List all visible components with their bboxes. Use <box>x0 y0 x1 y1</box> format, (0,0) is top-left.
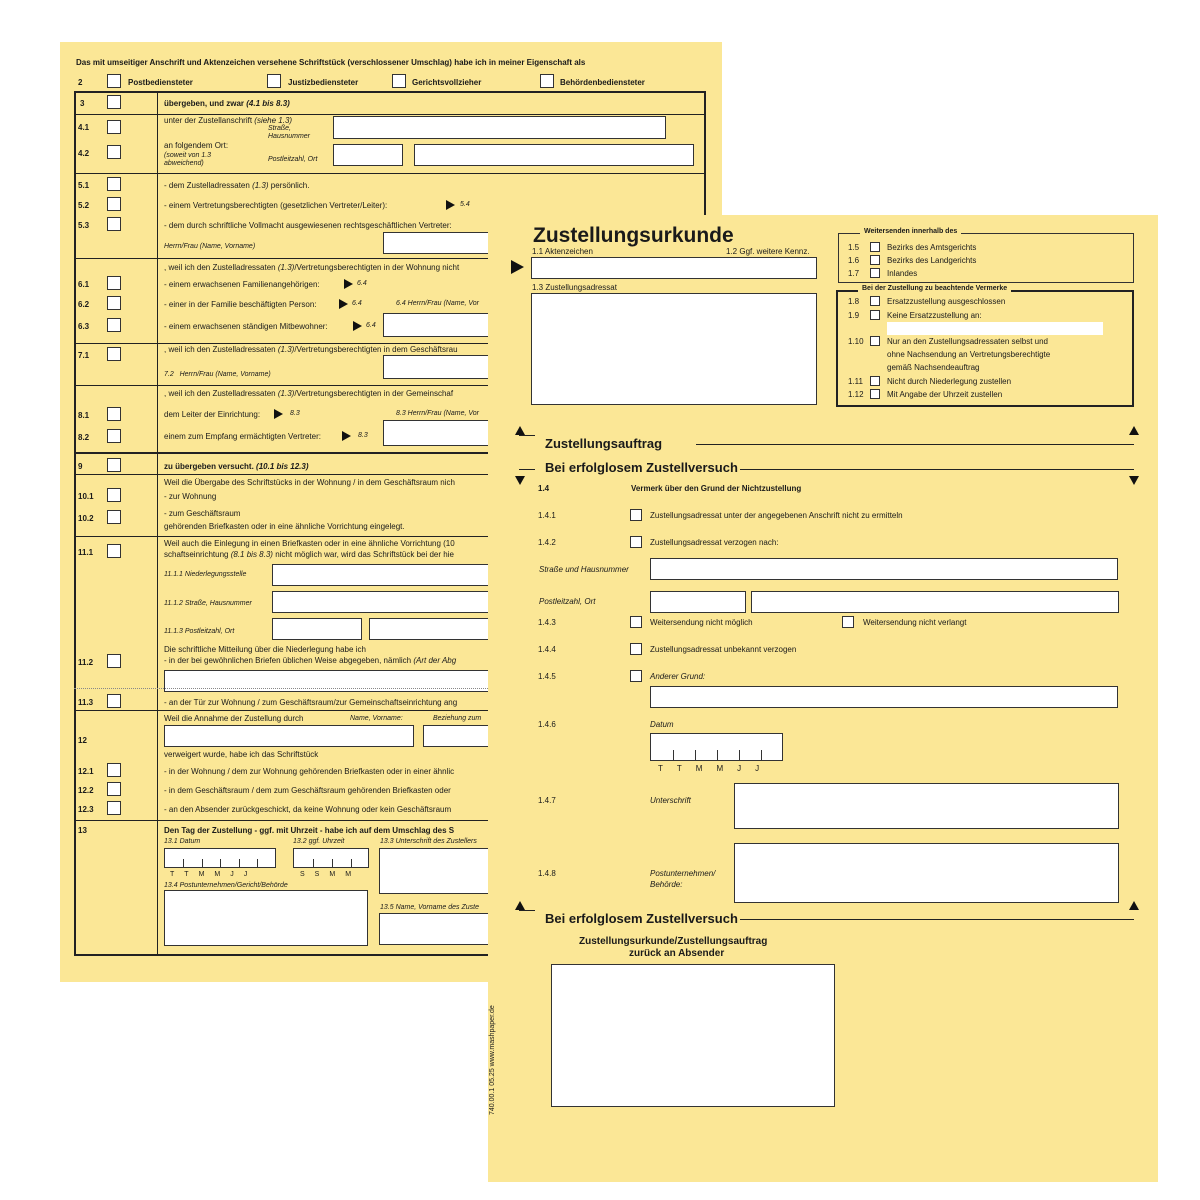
row-text: - dem Zustelladressaten (1.3) persönlich. <box>164 181 310 190</box>
row-divider <box>74 820 514 821</box>
checkbox-forwarding-impossible[interactable] <box>630 616 642 628</box>
row-text: , weil ich den Zustelladressaten (1.3)/Vertretungsberechtigten in der Wohnung nicht <box>164 263 460 272</box>
field-label: Postunternehmen/ <box>650 869 716 878</box>
checkbox-1-12[interactable] <box>870 389 880 399</box>
checkbox-11-3[interactable] <box>107 694 121 708</box>
row-text: - in der bei gewöhnlichen Briefen üblichen Weise abgegeben, nämlich (Art der Abg <box>164 656 457 665</box>
business-person-name-field[interactable] <box>383 355 503 379</box>
checkbox-7-1[interactable] <box>107 347 121 361</box>
addressee-field[interactable] <box>531 293 817 405</box>
field-hint: Postleitzahl, Ort <box>268 156 318 163</box>
field-label: 11.1.2 Straße, Hausnummer <box>164 600 252 607</box>
checkbox-1-10[interactable] <box>870 336 880 346</box>
row-ref: 6.4 <box>366 322 376 329</box>
item-label: Keine Ersatzzustellung an: <box>887 311 982 320</box>
box-title: Bei der Zustellung zu beachtende Vermerke <box>858 285 1011 293</box>
deposit-postcode-field[interactable] <box>272 618 362 640</box>
row-number: 6.2 <box>78 300 90 309</box>
row-number: 10.2 <box>78 514 94 523</box>
field-label: Unterschrift <box>650 796 691 805</box>
checkbox-12-1[interactable] <box>107 763 121 777</box>
arrow-icon <box>446 200 455 210</box>
item-label: Bezirks des Amtsgerichts <box>887 243 977 252</box>
row-number: 9 <box>78 462 83 471</box>
row-number: 3 <box>80 99 85 108</box>
row-divider <box>74 710 514 711</box>
field-label: 13.3 Unterschrift des Zustellers <box>380 838 477 845</box>
row-number: 6.1 <box>78 280 90 289</box>
dotted-divider <box>74 688 514 689</box>
item-number: 1.4.2 <box>538 538 556 547</box>
frame-line <box>74 91 706 93</box>
row-text: an folgendem Ort: <box>164 141 229 150</box>
item-number: 1.7 <box>848 269 860 278</box>
frame-line <box>74 954 514 956</box>
item-number: 1.4 <box>538 484 550 493</box>
row-text: Weil auch die Einlegung in einen Briefkasten oder in eine ähnliche Vorrichtung (10 <box>164 539 455 548</box>
row-ref: 6.4 <box>352 300 362 307</box>
row-ref: 6.4 <box>357 280 367 287</box>
field-label: Behörde: <box>650 880 683 889</box>
authorized-representative-field[interactable] <box>383 420 503 446</box>
field-note: (soweit von 1.3 abweichend) <box>164 152 212 168</box>
checkbox-gerichtsvollzieher[interactable] <box>392 74 406 88</box>
row-number: 5.1 <box>78 181 90 190</box>
item-number: 1.8 <box>848 297 860 306</box>
checkbox-8-1[interactable] <box>107 407 121 421</box>
field-hint: Name, Vorname: <box>350 715 403 722</box>
checkbox-4-2[interactable] <box>107 145 121 159</box>
representative-name-field[interactable] <box>383 232 503 254</box>
item-label: Inlandes <box>887 269 918 278</box>
item-label: Zustellungsadressat unbekannt verzogen <box>650 645 797 654</box>
item-number: 1.4.3 <box>538 618 556 627</box>
item-label: Nicht durch Niederlegung zustellen <box>887 377 1012 386</box>
row-number: 10.1 <box>78 492 94 501</box>
checkbox-1-11[interactable] <box>870 376 880 386</box>
row-number: 11.1 <box>78 548 94 557</box>
role-label: Postbediensteter <box>128 78 193 87</box>
family-member-name-field[interactable] <box>383 313 503 337</box>
checkbox-1-4-2[interactable] <box>630 536 642 548</box>
row-text: - einem erwachsenen ständigen Mitbewohner: <box>164 322 328 331</box>
separator-line <box>740 919 1134 920</box>
item-label: Bezirks des Landgerichts <box>887 256 977 265</box>
item-label: Vermerk über den Grund der Nichtzustellung <box>631 484 802 493</box>
date-letters: TTMMJJ <box>658 764 774 773</box>
field-label: Straße und Hausnummer <box>539 565 629 574</box>
checkbox-1-9[interactable] <box>870 310 880 320</box>
field-hint: Straße, Hausnummer <box>268 125 311 141</box>
row-number: 11.2 <box>78 658 94 667</box>
postcode-field[interactable] <box>333 144 403 166</box>
item-label: ohne Nachsendung an Vertretungsberechtigte <box>887 350 1051 359</box>
row-text: einem zum Empfang ermächtigten Vertreter: <box>164 432 321 441</box>
row-divider <box>74 343 514 344</box>
row-divider <box>74 452 514 454</box>
checkbox-5-2[interactable] <box>107 197 121 211</box>
row-text: - einem Vertretungsberechtigten (gesetzlichen Vertreter/Leiter): <box>164 201 388 210</box>
courier-name-field[interactable] <box>379 913 503 945</box>
checkbox-1-7[interactable] <box>870 268 880 278</box>
field-label: Datum <box>650 720 674 729</box>
row-ref: 8.3 <box>290 410 300 417</box>
field-label: 11.1.1 Niederlegungsstelle <box>164 571 247 578</box>
date-letters: TTMMJJ <box>170 871 258 878</box>
checkbox-10-2[interactable] <box>107 510 121 524</box>
down-arrow-icon <box>515 476 525 485</box>
sender-address-field[interactable] <box>551 964 835 1107</box>
column-divider <box>157 91 158 955</box>
checkbox-justizbediensteter[interactable] <box>267 74 281 88</box>
checkbox-postbediensteter[interactable] <box>107 74 121 88</box>
row-text: verweigert wurde, habe ich das Schriftstück <box>164 750 319 759</box>
checkbox-6-2[interactable] <box>107 296 121 310</box>
item-number: 1.4.1 <box>538 511 556 520</box>
row-text: - einer in der Familie beschäftigten Person: <box>164 300 317 309</box>
row-number: 2 <box>78 78 83 87</box>
row-text: - in dem Geschäftsraum / dem zum Geschäftsraum gehörenden Briefkasten oder <box>164 786 451 795</box>
checkbox-1-6[interactable] <box>870 255 880 265</box>
item-label: Mit Angabe der Uhrzeit zustellen <box>887 390 1003 399</box>
deposit-location-field[interactable] <box>272 564 502 586</box>
row-number: 4.2 <box>78 149 90 158</box>
item-number: 1.6 <box>848 256 860 265</box>
item-label: Zustellungsadressat unter der angegebenen Anschrift nicht zu ermitteln <box>650 511 903 520</box>
field-hint: 6.4 Herrn/Frau (Name, Vor <box>396 300 479 307</box>
forwarding-box <box>838 233 1134 283</box>
other-reason-field[interactable] <box>650 686 1118 708</box>
checkbox-1-4-4[interactable] <box>630 643 642 655</box>
item-label: Weitersendung nicht verlangt <box>863 618 967 627</box>
up-arrow-icon <box>1129 426 1139 435</box>
field-hint: 8.3 Herrn/Frau (Name, Vor <box>396 410 479 417</box>
row-text: dem Leiter der Einrichtung: <box>164 410 261 419</box>
new-city-field[interactable] <box>751 591 1119 613</box>
checkbox-9[interactable] <box>107 458 121 472</box>
delivery-time-field[interactable] <box>293 848 369 868</box>
signature-field[interactable] <box>734 783 1119 829</box>
up-arrow-icon <box>515 901 525 910</box>
separator-line <box>740 469 1134 470</box>
field-hint: Herrn/Frau (Name, Vorname) <box>164 243 256 250</box>
postal-company-field[interactable] <box>734 843 1119 903</box>
row-text: - zum Geschäftsraum <box>164 509 241 518</box>
frame-line <box>704 91 706 231</box>
row-text: - an den Absender zurückgeschickt, da keine Wohnung oder kein Geschäftsraum <box>164 805 452 814</box>
deposit-city-field[interactable] <box>369 618 503 640</box>
row-number: 8.1 <box>78 411 90 420</box>
row-text: unter der Zustellanschrift (siehe 1.3) <box>164 116 293 125</box>
row-text: - dem durch schriftliche Vollmacht ausgewiesenen rechtsgeschäftlichen Vertreter: <box>164 221 452 230</box>
return-heading: Zustellungsurkunde/Zustellungsauftrag <box>579 936 768 947</box>
checkbox-11-2[interactable] <box>107 654 121 668</box>
row-text: übergeben, und zwar (4.1 bis 8.3) <box>164 99 290 108</box>
row-text: , weil ich den Zustelladressaten (1.3)/Vertretungsberechtigten in dem Geschäftsrau <box>164 345 458 354</box>
checkbox-12-3[interactable] <box>107 801 121 815</box>
new-postcode-field[interactable] <box>650 591 746 613</box>
row-divider <box>74 474 514 475</box>
row-number: 12.3 <box>78 805 94 814</box>
item-label: gemäß Nachsendeauftrag <box>887 363 980 372</box>
refusing-person-field[interactable] <box>164 725 414 747</box>
form-title: Zustellungsurkunde <box>533 224 734 247</box>
row-number: 12.2 <box>78 786 94 795</box>
row-text: Weil die Übergabe des Schriftstücks in der Wohnung / in dem Geschäftsraum nich <box>164 478 455 487</box>
checkbox-6-3[interactable] <box>107 318 121 332</box>
field-label: 13.5 Name, Vorname des Zuste <box>380 904 479 911</box>
form-footer-code: 740.00.1 05.25 www.mashpaper.de <box>489 1005 496 1115</box>
field-label: 1.2 Ggf. weitere Kennz. <box>726 247 810 256</box>
item-number: 1.9 <box>848 311 860 320</box>
row-divider <box>74 114 706 115</box>
item-label: Zustellungsadressat verzogen nach: <box>650 538 779 547</box>
row-divider <box>74 258 514 259</box>
item-label: Weitersendung nicht möglich <box>650 618 753 627</box>
checkbox-forwarding-not-requested[interactable] <box>842 616 854 628</box>
section-heading: Bei erfolglosem Zustellversuch <box>545 911 738 926</box>
delivery-date-field[interactable] <box>164 848 276 868</box>
field-label: 13.4 Postunternehmen/Gericht/Behörde <box>164 882 288 889</box>
deposit-street-field[interactable] <box>272 591 502 613</box>
separator-line <box>519 469 535 470</box>
checkbox-12-2[interactable] <box>107 782 121 796</box>
checkbox-behoerdenbediensteter[interactable] <box>540 74 554 88</box>
field-label: 1.1 Aktenzeichen <box>532 247 593 256</box>
row-number: 4.1 <box>78 123 90 132</box>
row-number: 13 <box>78 826 87 835</box>
up-arrow-icon <box>1129 901 1139 910</box>
checkbox-1-8[interactable] <box>870 296 880 306</box>
row-text: zu übergeben versucht. (10.1 bis 12.3) <box>164 462 309 471</box>
checkbox-3[interactable] <box>107 95 121 109</box>
row-divider <box>74 173 706 174</box>
row-text: Die schriftliche Mitteilung über die Niederlegung habe ich <box>164 645 366 654</box>
role-label: Gerichtsvollzieher <box>412 78 482 87</box>
row-number: 8.2 <box>78 433 90 442</box>
row-ref: 5.4 <box>460 201 470 208</box>
arrow-icon <box>342 431 351 441</box>
role-label: Behördenbediensteter <box>560 78 645 87</box>
up-arrow-icon <box>515 426 525 435</box>
separator-line <box>696 444 1134 445</box>
role-label: Justizbediensteter <box>288 78 359 87</box>
row-text: gehörenden Briefkasten oder in eine ähnliche Vorrichtung eingelegt. <box>164 522 405 531</box>
city-field[interactable] <box>414 144 694 166</box>
checkbox-5-3[interactable] <box>107 217 121 231</box>
arrow-icon <box>344 279 353 289</box>
row-text: Weil die Annahme der Zustellung durch <box>164 714 304 723</box>
time-letters: SSMM <box>300 871 362 878</box>
item-number: 1.4.7 <box>538 796 556 805</box>
down-arrow-icon <box>1129 476 1139 485</box>
checkbox-10-1[interactable] <box>107 488 121 502</box>
item-number: 1.4.6 <box>538 720 556 729</box>
row-text: - in der Wohnung / dem zur Wohnung gehörenden Briefkasten oder in einer ähnlic <box>164 767 455 776</box>
row-text: Den Tag der Zustellung - ggf. mit Uhrzeit - habe ich auf dem Umschlag des S <box>164 826 455 835</box>
checkbox-1-4-1[interactable] <box>630 509 642 521</box>
authority-field[interactable] <box>164 890 368 946</box>
street-field[interactable] <box>333 116 666 139</box>
row-number: 12 <box>78 736 87 745</box>
pointer-arrow-icon <box>511 260 524 274</box>
frame-line <box>74 91 76 955</box>
item-number: 1.4.8 <box>538 869 556 878</box>
attempt-date-field[interactable] <box>650 733 783 761</box>
arrow-icon <box>339 299 348 309</box>
item-number: 1.10 <box>848 337 864 346</box>
field-hint: Beziehung zum <box>433 715 482 722</box>
row-divider <box>74 385 514 386</box>
row-number: 12.1 <box>78 767 94 776</box>
intro-text: Das mit umseitiger Anschrift und Aktenzeichen versehene Schriftstück (verschlossener Umschlag) habe ich in meiner Eigenschaft als <box>76 58 586 67</box>
section-heading: Zustellungsauftrag <box>545 436 663 451</box>
courier-signature-field[interactable] <box>379 848 503 894</box>
item-label: Ersatzzustellung ausgeschlossen <box>887 297 1006 306</box>
return-heading: zurück an Absender <box>629 948 725 959</box>
item-number: 1.12 <box>848 390 864 399</box>
row-text: schaftseinrichtung (8.1 bis 8.3) nicht möglich war, wird das Schriftstück bei der hie <box>164 550 454 559</box>
item-number: 1.11 <box>848 377 863 386</box>
new-street-field[interactable] <box>650 558 1118 580</box>
arrow-icon <box>274 409 283 419</box>
item-number: 1.4.4 <box>538 645 556 654</box>
item-number: 1.5 <box>848 243 860 252</box>
box-title: Weitersenden innerhalb des <box>860 228 961 236</box>
row-number: 5.3 <box>78 221 90 230</box>
field-label: Postleitzahl, Ort <box>539 597 596 606</box>
row-divider <box>74 536 514 537</box>
row-text: , weil ich den Zustelladressaten (1.3)/Vertretungsberechtigten in der Gemeinschaf <box>164 389 454 398</box>
checkbox-8-2[interactable] <box>107 429 121 443</box>
row-text: - zur Wohnung <box>164 492 217 501</box>
file-reference-field[interactable] <box>531 257 817 279</box>
front-form-sheet <box>488 215 1158 1182</box>
section-heading: Bei erfolglosem Zustellversuch <box>545 460 738 475</box>
checkbox-1-4-5[interactable] <box>630 670 642 682</box>
field-hint: 7.2 Herrn/Frau (Name, Vorname) <box>164 371 271 378</box>
no-substitute-field[interactable] <box>887 322 1103 335</box>
row-ref: 8.3 <box>358 432 368 439</box>
checkbox-6-1[interactable] <box>107 276 121 290</box>
arrow-icon <box>353 321 362 331</box>
field-label: 1.3 Zustellungsadressat <box>532 283 617 292</box>
row-number: 5.2 <box>78 201 90 210</box>
checkbox-4-1[interactable] <box>107 120 121 134</box>
item-label: Anderer Grund: <box>650 672 706 681</box>
field-label: 11.1.3 Postleitzahl, Ort <box>164 628 235 635</box>
checkbox-11-1[interactable] <box>107 544 121 558</box>
checkbox-1-5[interactable] <box>870 242 880 252</box>
row-number: 6.3 <box>78 322 90 331</box>
row-number: 7.1 <box>78 351 90 360</box>
item-number: 1.4.5 <box>538 672 556 681</box>
separator-line <box>519 910 535 911</box>
item-label: Nur an den Zustellungsadressaten selbst und <box>887 337 1048 346</box>
row-text: - an der Tür zur Wohnung / zum Geschäftsraum/zur Gemeinschaftseinrichtung ang <box>164 698 458 707</box>
field-label: 13.1 Datum <box>164 838 201 845</box>
checkbox-5-1[interactable] <box>107 177 121 191</box>
row-text: - einem erwachsenen Familienangehörigen: <box>164 280 320 289</box>
row-number: 11.3 <box>78 698 94 707</box>
separator-line <box>519 435 535 436</box>
field-label: 13.2 ggf. Uhrzeit <box>293 838 345 845</box>
